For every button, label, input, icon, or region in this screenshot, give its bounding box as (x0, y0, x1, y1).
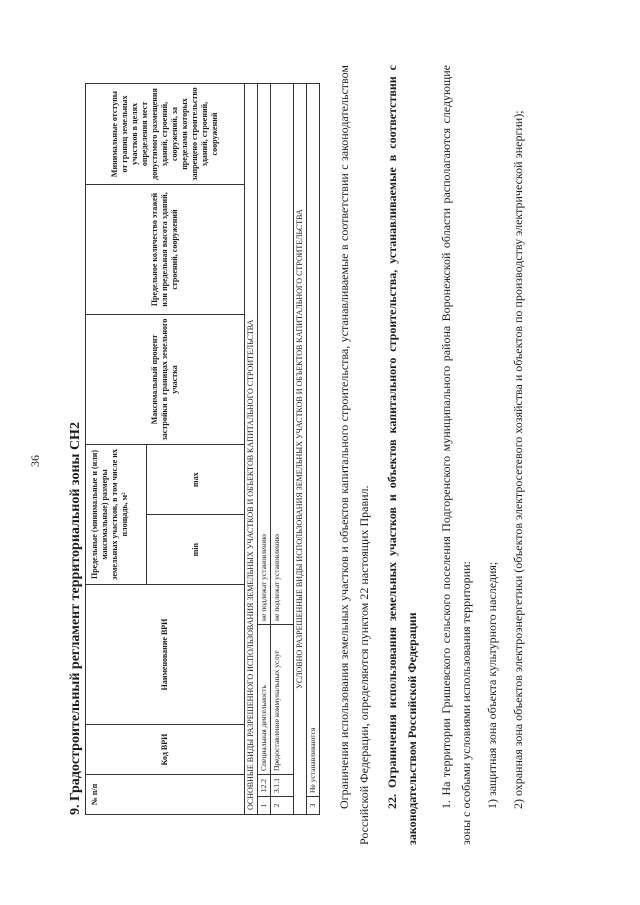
header-code: Код ВРИ (86, 724, 244, 774)
header-size: Предельные (минимальные и (или) максимальные) размеры земельных участков, в том числе их площадь, м² min max (86, 444, 244, 584)
paragraph-zone-2: 2) охранная зона объектов электроэнергетики (объектов электросетевого хозяйства и объектов по производству электрической энергии); (511, 110, 525, 809)
row-value: не подлежат установлению (272, 534, 281, 621)
paragraph-section-22: 22. Ограничения использования земельных участков и объектов капитального строительства, устанавливаемые в соответствии с законодательством Российской Федерации (385, 65, 419, 845)
row-code: 3.1.1 (271, 774, 293, 796)
paragraph-zone-1: 1) защитная зона объекта культурного наследия; (485, 561, 499, 809)
header-floors: Предельное количество этажей или предельная высота зданий, строений, сооружений (86, 184, 244, 314)
header-max: max (191, 472, 200, 488)
row-name: Предоставление коммунальных услуг (271, 624, 293, 774)
section-conditional-uses: УСЛОВНО РАЗРЕШЕННЫЕ ВИДЫ ИСПОЛЬЗОВАНИЯ ЗЕМЕЛЬНЫХ УЧАСТКОВ И ОБЪЕКТОВ КАПИТАЛЬНОГО СТРОИТЕЛЬСТВА (294, 84, 307, 814)
section-title: 9. Градостроительный регламент территориальной зоны СН2 (68, 422, 83, 815)
regulation-table (85, 83, 320, 815)
row-name: Специальная деятельность (258, 624, 270, 774)
row-num: 1 (258, 796, 270, 814)
header-percent: Максимальный процент застройки в границах земельного участка (86, 314, 244, 444)
section-main-uses: ОСНОВНЫЕ ВИДЫ РАЗРЕШЕННОГО ИСПОЛЬЗОВАНИЯ ЗЕМЕЛЬНЫХ УЧАСТКОВ И ОБЪЕКТОВ КАПИТАЛЬНОГО СТРОИТЕЛЬСТВА (245, 84, 258, 814)
header-min: min (147, 515, 245, 585)
table-row (271, 84, 294, 814)
paragraph-zones-intro: 1. На территории Гришевского сельского поселения Подгоренского муниципального района Воронежской области располагаются следующие зоны с особыми условиями использования территории: (439, 65, 473, 845)
row-value: не подлежат установлению (259, 534, 268, 621)
row-text: Не устанавливаются (308, 727, 317, 793)
page-number: 36 (28, 455, 42, 467)
row-num: 3 (307, 796, 319, 814)
row-num: 2 (271, 796, 293, 814)
table-header (86, 84, 245, 814)
paragraph-restrictions: Ограничения использования земельных участков и объектов капитального строительства, устанавливаемые в соответствии с законодательством Российской Федерации, определяются пунктом 22 настоящих Правил. (337, 65, 371, 845)
header-name: Наименование ВРИ (86, 584, 244, 724)
table-row (258, 84, 271, 814)
table-row (307, 84, 319, 814)
row-code: 12.2 (258, 774, 270, 796)
header-size-split (146, 445, 245, 584)
header-setback: Минимальные отступы от границ земельных участков в целях определения мест допустимого размещения зданий, строений, сооружений, за пределами которых запрещено строительство зданий, строений, сооружений (110, 87, 219, 181)
header-num: № п/п (86, 774, 244, 814)
